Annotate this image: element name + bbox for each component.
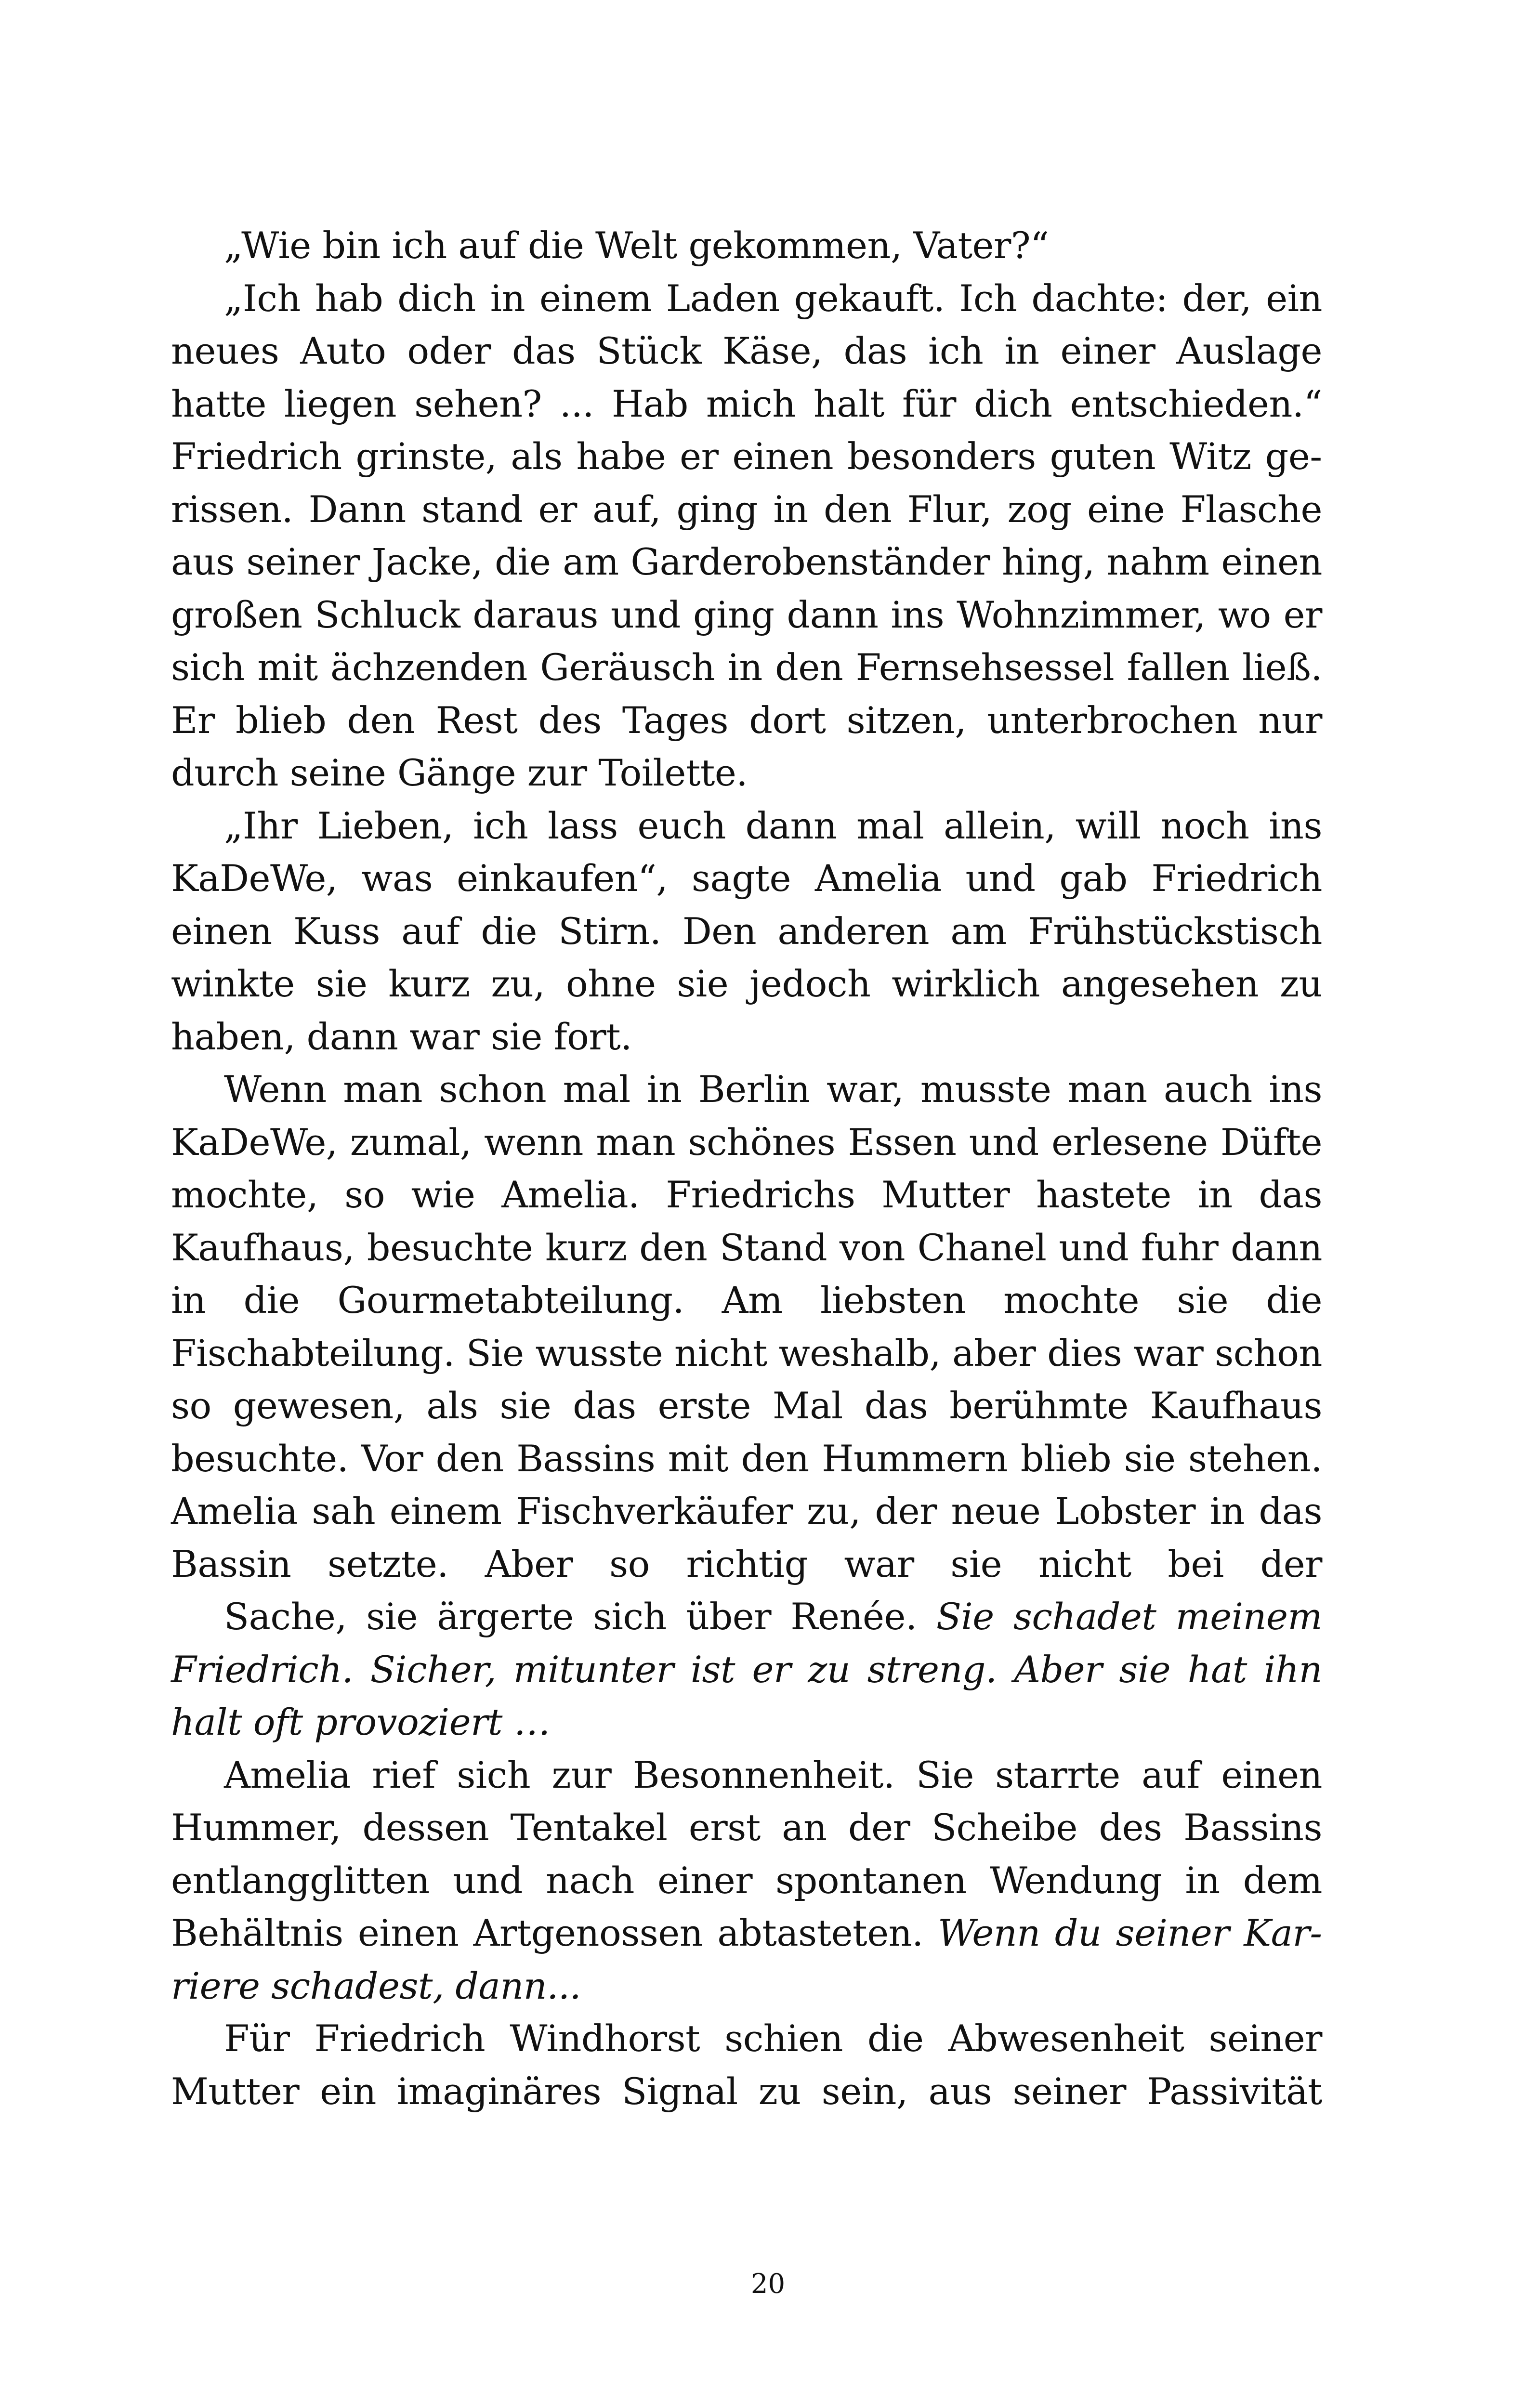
paragraph-6-text: Amelia rief sich zur Besonnenheit. Sie starrte auf einen Hummer, dessen Tentakel erst an der Scheibe des Bassins entlangglitten und nach einer spontanen Wendung in dem Behältnis einen Artgenossen abtasteten. bbox=[171, 1753, 1322, 1954]
paragraph-2 bbox=[171, 272, 1322, 799]
paragraph-5 bbox=[171, 1590, 1322, 1749]
paragraph-4-text: Wenn man schon mal in Berlin war, musste man auch ins KaDeWe, zumal, wenn man schönes Essen und erlesene Düfte mochte, so wie Amelia. Friedrichs Mutter hastete in das Kaufhaus, besuchte kurz den Stand von Chanel und fuhr dann in die Gourmetabteilung. Am liebsten mochte sie die Fischabteilung. Sie wusste nicht weshalb, aber dies war schon so gewesen, als sie das erste Mal das berühmte Kaufhaus besuchte. Vor den Bassins mit den Hummern blieb sie stehen. Amelia sah einem Fischverkäufer zu, der neue Lobster in das Bassin setzte. Aber so richtig war sie nicht bei der bbox=[171, 1068, 1322, 1585]
paragraph-5-text: Sache, sie ärgerte sich über Renée. bbox=[224, 1595, 936, 1638]
paragraph-3-text: „Ihr Lieben, ich lass euch dann mal allein, will noch ins KaDeWe, was einkaufen“, sagte Amelia und gab Friedrich einen Kuss auf die Stirn. Den anderen am Frühstückstisch winkte sie kurz zu, ohne sie jedoch wirklich angesehen zu haben, dann war sie fort. bbox=[171, 804, 1322, 1058]
paragraph-2-text: „Ich hab dich in einem Laden gekauft. Ich dachte: der, ein neues Auto oder das Stück Käse, das ich in einer Auslage hatte liegen sehen? ... Hab mich halt für dich entschieden.“ Friedrich grinste, als habe er einen besonders guten Witz gerissen. Dann stand er auf, ging in den Flur, zog eine Flasche aus seiner Jacke, die am Garderobenständer hing, nahm einen großen Schluck daraus und ging dann ins Wohnzimmer, wo er sich mit ächzenden Geräusch in den Fernsehsessel fallen ließ. Er blieb den Rest des Tages dort sitzen, unterbrochen nur durch seine Gänge zur Toilette. bbox=[171, 276, 1322, 794]
paragraph-5-italic-text: Sie schadet meinem Friedrich. Sicher, mitunter ist er zu streng. Aber sie hat ihn halt oft provoziert … bbox=[171, 1595, 1322, 1743]
paragraph-6 bbox=[171, 1749, 1322, 2013]
paragraph-7 bbox=[171, 2012, 1322, 2118]
paragraph-1 bbox=[171, 219, 1322, 272]
paragraph-4 bbox=[171, 1063, 1322, 1590]
paragraph-1-text: „Wie bin ich auf die Welt gekommen, Vater?“ bbox=[224, 224, 1049, 267]
paragraph-6-italic-text: Wenn du seiner Karriere schadest, dann... bbox=[171, 1911, 1322, 2007]
paragraph-7-text: Für Friedrich Windhorst schien die Abwesenheit seiner Mutter ein imaginäres Signal zu sein, aus seiner Passivität bbox=[171, 2017, 1322, 2113]
paragraph-3 bbox=[171, 799, 1322, 1063]
body-text bbox=[171, 219, 1322, 2118]
page-number: 20 bbox=[750, 2268, 786, 2300]
